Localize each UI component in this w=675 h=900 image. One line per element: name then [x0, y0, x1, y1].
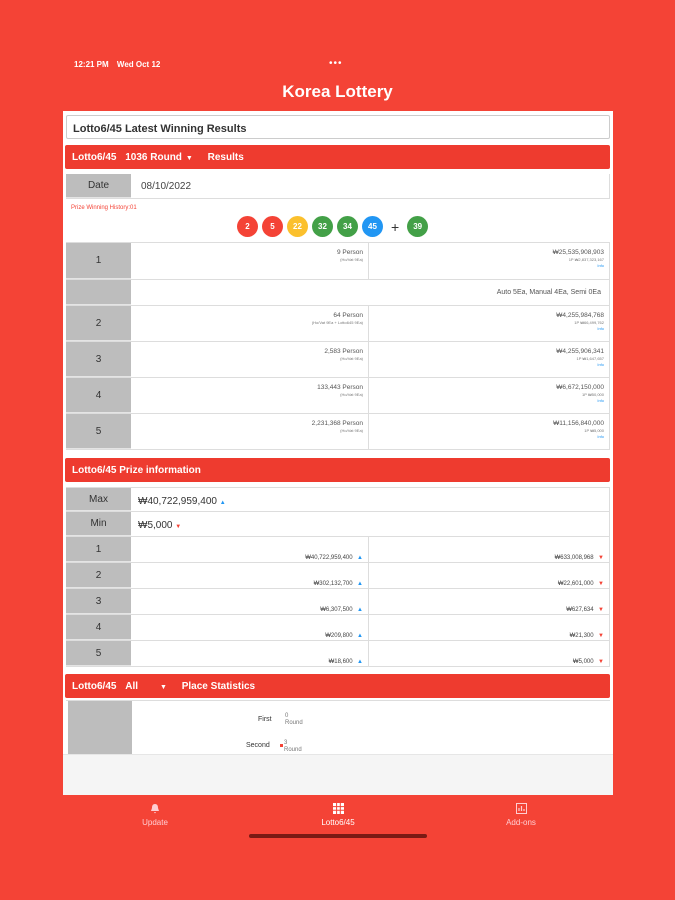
highest-prize: ₩6,307,500 — [320, 607, 353, 613]
down-arrow-icon: ▼ — [175, 524, 182, 530]
chart-icon — [516, 803, 527, 814]
prize-rank: 5 — [66, 641, 131, 666]
prize-row-4 — [66, 615, 610, 641]
rank-row-3 — [66, 342, 610, 378]
down-arrow-icon: ▼ — [598, 659, 604, 665]
round-selector-bar[interactable] — [65, 145, 610, 169]
rank-row-4 — [66, 378, 610, 414]
max-value: ₩40,722,959,400 — [138, 496, 217, 507]
prize-amount: ₩4,255,906,341 — [556, 348, 604, 355]
second-label: Second — [246, 742, 270, 749]
highest-prize: ₩40,722,959,400 — [305, 555, 353, 561]
prize-per-person: 1P ₩50,000 — [582, 392, 604, 397]
ball-3: 22 — [287, 216, 308, 237]
grid-icon — [333, 803, 344, 814]
bonus-ball: 39 — [407, 216, 428, 237]
up-arrow-icon: ▲ — [219, 500, 226, 506]
prize-row-3 — [66, 589, 610, 615]
prize-history-text: Prize Winning History:01 — [71, 205, 137, 211]
info-link[interactable]: Info — [597, 362, 604, 367]
ad-banner-area — [63, 754, 613, 795]
up-arrow-icon: ▲ — [357, 607, 363, 613]
info-link[interactable]: Info — [597, 263, 604, 268]
prize-amount: ₩25,535,908,903 — [552, 249, 604, 256]
main-card — [63, 111, 613, 795]
winner-count: 9 Person — [336, 249, 363, 256]
down-arrow-icon: ▼ — [598, 607, 604, 613]
prize-per-person: 1P ₩2,837,323,167 — [568, 257, 604, 262]
latest-results-title: Lotto6/45 Latest Winning Results — [66, 115, 610, 139]
date-row — [66, 174, 610, 199]
home-indicator[interactable] — [249, 834, 427, 838]
up-arrow-icon: ▲ — [357, 555, 363, 561]
first-label: First — [258, 716, 272, 723]
prize-per-person: 1P ₩66,499,762 — [574, 320, 604, 325]
date-label: Date — [66, 174, 131, 198]
auto-row — [66, 280, 610, 306]
tab-bar — [0, 795, 675, 835]
prize-per-person: 1P ₩5,000 — [584, 428, 604, 433]
rank-label: 2 — [66, 306, 131, 341]
winner-sub: (Ho/Vat 9Ea) — [340, 257, 363, 262]
stat-game-label: Lotto6/45 — [72, 681, 117, 692]
max-row — [66, 487, 610, 512]
prize-row-1 — [66, 537, 610, 563]
second-unit: Round — [284, 747, 302, 753]
plus-sign: + — [391, 218, 400, 235]
tab-lotto645[interactable] — [278, 803, 398, 827]
place-statistics-title: Place Statistics — [181, 681, 256, 692]
first-value: 0 — [285, 713, 289, 719]
game-label: Lotto6/45 — [72, 152, 117, 163]
auto-label-cell — [66, 280, 131, 305]
winner-sub: (Ho/Vat 9Ea + Lotto645 9Ea) — [311, 320, 363, 325]
winner-count: 2,583 Person — [324, 348, 363, 355]
tab-addons-label: Add-ons — [506, 818, 536, 827]
rank-label: 3 — [66, 342, 131, 377]
auto-manual-text: Auto 5Ea, Manual 4Ea, Semi 0Ea — [496, 289, 601, 296]
tab-update-label: Update — [142, 818, 168, 827]
rank-row-5 — [66, 414, 610, 450]
prize-info-title: Lotto6/45 Prize information — [72, 465, 201, 476]
winner-sub: (Ho/Vat 9Ea) — [340, 428, 363, 433]
second-value: 3 — [284, 740, 288, 746]
prize-amount: ₩4,255,984,768 — [556, 312, 604, 319]
up-arrow-icon: ▲ — [357, 581, 363, 587]
status-time: 12:21 PM — [74, 60, 109, 69]
stat-filter-select[interactable]: All — [125, 681, 139, 692]
date-value: 08/10/2022 — [141, 181, 192, 192]
stat-label-cell — [68, 701, 132, 757]
info-link[interactable]: Info — [597, 326, 604, 331]
ball-1: 2 — [237, 216, 258, 237]
winner-count: 133,443 Person — [317, 384, 363, 391]
lowest-prize: ₩633,008,968 — [554, 555, 594, 561]
down-arrow-icon: ▼ — [598, 633, 604, 639]
winning-numbers — [237, 216, 432, 237]
max-label: Max — [66, 488, 131, 511]
tab-update[interactable] — [95, 803, 215, 827]
rank-label: 5 — [66, 414, 131, 449]
rank-row-2 — [66, 306, 610, 342]
prize-rank: 1 — [66, 537, 131, 562]
winner-sub: (Ho/Vat 9Ea) — [340, 392, 363, 397]
prize-amount: ₩6,672,150,000 — [556, 384, 604, 391]
up-arrow-icon: ▲ — [357, 633, 363, 639]
tab-lotto645-label: Lotto6/45 — [321, 818, 355, 827]
rank-label: 4 — [66, 378, 131, 413]
prize-per-person: 1P ₩1,647,657 — [576, 356, 604, 361]
up-arrow-icon: ▲ — [357, 659, 363, 665]
prize-row-2 — [66, 563, 610, 589]
chevron-down-icon[interactable]: ▼ — [160, 684, 167, 691]
info-link[interactable]: Info — [597, 398, 604, 403]
winner-count: 2,231,368 Person — [311, 420, 363, 427]
app-title: Korea Lottery — [282, 82, 393, 101]
lowest-prize: ₩5,000 — [572, 659, 594, 665]
min-label: Min — [66, 512, 131, 536]
lowest-prize: ₩22,601,000 — [557, 581, 594, 587]
prize-rank: 3 — [66, 589, 131, 614]
rank-row-1 — [66, 242, 610, 280]
info-link[interactable]: Info — [597, 434, 604, 439]
status-date: Wed Oct 12 — [116, 60, 161, 69]
highest-prize: ₩209,800 — [325, 633, 353, 639]
results-label: Results — [207, 152, 244, 163]
winner-sub: (Ho/Vat 9Ea) — [340, 356, 363, 361]
ball-2: 5 — [262, 216, 283, 237]
multitask-dots-icon[interactable]: ••• — [329, 58, 343, 69]
bar-marker-icon — [280, 744, 283, 747]
rank-label: 1 — [66, 243, 131, 279]
round-select[interactable]: 1036 Round — [125, 152, 182, 163]
first-unit: Round — [285, 720, 303, 726]
ball-6: 45 — [362, 216, 383, 237]
prize-rank: 4 — [66, 615, 131, 640]
status-bar — [74, 60, 166, 69]
prize-row-5 — [66, 641, 610, 667]
highest-prize: ₩302,132,700 — [313, 581, 353, 587]
ball-5: 34 — [337, 216, 358, 237]
min-value: ₩5,000 — [138, 520, 173, 531]
statistics-panel — [66, 700, 610, 756]
prize-info-bar — [65, 458, 610, 482]
prize-amount: ₩11,156,840,000 — [553, 420, 604, 427]
highest-prize: ₩18,600 — [328, 659, 353, 665]
bell-icon — [150, 803, 160, 814]
lowest-prize: ₩21,300 — [569, 633, 594, 639]
place-statistics-bar[interactable] — [65, 674, 610, 698]
down-arrow-icon: ▼ — [598, 581, 604, 587]
tab-addons[interactable] — [461, 803, 581, 827]
prize-rank: 2 — [66, 563, 131, 588]
min-row — [66, 512, 610, 537]
lowest-prize: ₩627,634 — [566, 607, 594, 613]
winner-count: 64 Person — [333, 312, 363, 319]
chevron-down-icon[interactable]: ▼ — [185, 155, 193, 162]
ball-4: 32 — [312, 216, 333, 237]
down-arrow-icon: ▼ — [598, 555, 604, 561]
